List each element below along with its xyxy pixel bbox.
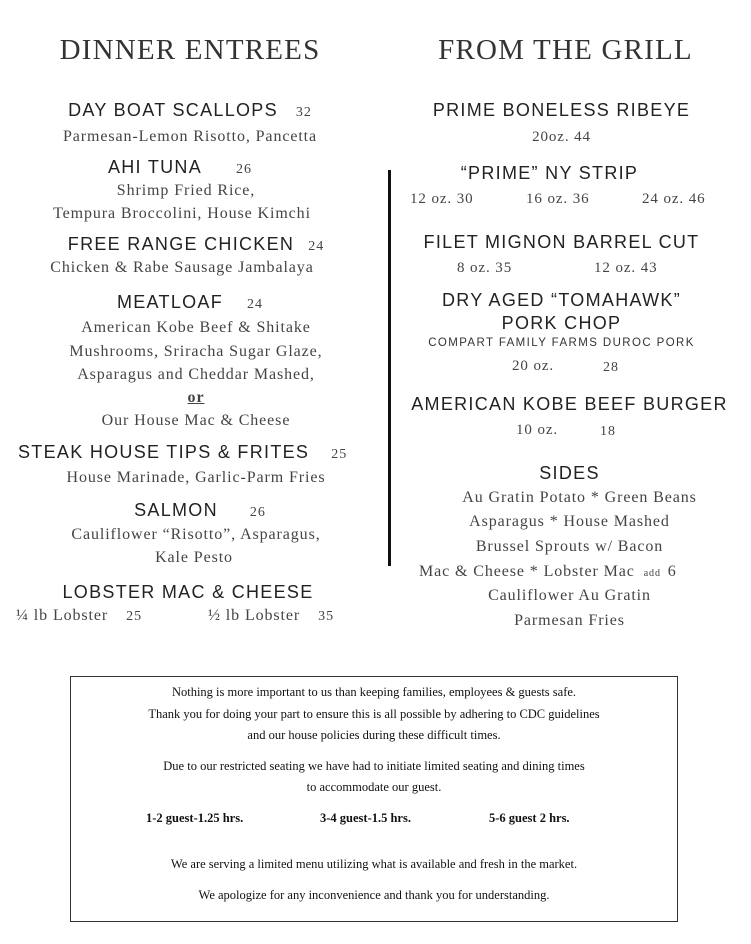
lobster-option	[208, 607, 334, 625]
item-description-or: or	[187, 389, 205, 406]
item-size: 24 oz. 46	[642, 191, 706, 207]
option-price: 35	[318, 609, 335, 624]
item-sizes: 20oz. 44	[532, 129, 591, 145]
item-description: Cauliflower “Risotto”, Asparagus,	[71, 526, 321, 543]
item-name: LOBSTER MAC & CHEESE	[62, 582, 314, 602]
add-price: 6	[667, 563, 677, 580]
notice-limited-menu: We are serving a limited menu utilizing what is available and fresh in the market.	[170, 857, 578, 871]
side-line: Cauliflower Au Gratin	[488, 587, 651, 604]
item-size: 20 oz.	[512, 358, 555, 374]
lobster-option	[16, 607, 142, 625]
side-text: Mac & Cheese * Lobster Mac	[419, 563, 635, 580]
notice-box	[70, 676, 678, 922]
item-price: 28	[603, 360, 619, 375]
item-size: 8 oz. 35	[457, 260, 513, 276]
item-description: Chicken & Rabe Sausage Jambalaya	[50, 259, 314, 276]
grill-item-tomahawk: DRY AGED “TOMAHAWK”	[441, 290, 682, 310]
item-price: 26	[236, 162, 253, 177]
column-divider	[388, 170, 391, 566]
item-name: STEAK HOUSE TIPS & FRITES	[18, 442, 310, 462]
grill-item-burger: AMERICAN KOBE BEEF BURGER	[411, 394, 728, 414]
menu-item-lobster-mac	[0, 582, 378, 603]
item-price: 25	[331, 447, 348, 462]
menu-item-scallops	[0, 100, 380, 121]
item-description: House Marinade, Garlic-Parm Fries	[66, 469, 326, 486]
item-size: 12 oz. 30	[410, 191, 474, 207]
menu-item-ahi-tuna	[0, 157, 370, 178]
item-price: 24	[247, 297, 264, 312]
item-subtitle: COMPART FAMILY FARMS DUROC PORK	[428, 337, 695, 349]
notice-line: to accommodate our guest.	[306, 780, 442, 794]
item-description: Our House Mac & Cheese	[101, 412, 291, 429]
item-description: Tempura Broccolini, House Kimchi	[53, 205, 311, 222]
side-line: Parmesan Fries	[514, 612, 625, 629]
item-size: 16 oz. 36	[526, 191, 590, 207]
sides-title: SIDES	[539, 463, 600, 483]
seating-time: 1-2 guest-1.25 hrs.	[146, 811, 244, 825]
item-price: 24	[308, 239, 325, 254]
side-line: Au Gratin Potato * Green Beans	[462, 489, 697, 506]
item-name: SALMON	[134, 500, 218, 520]
grill-item-ny-strip: “PRIME” NY STRIP	[460, 163, 639, 183]
menu-item-salmon	[10, 500, 390, 521]
seating-time: 5-6 guest 2 hrs.	[489, 811, 570, 825]
item-description: American Kobe Beef & Shitake	[81, 319, 311, 336]
item-name: DAY BOAT SCALLOPS	[68, 100, 278, 120]
option-label: ¼ lb Lobster	[16, 607, 109, 624]
notice-apology: We apologize for any inconvenience and thank you for understanding.	[198, 888, 550, 902]
from-the-grill-title: FROM THE GRILL	[438, 34, 693, 66]
notice-line: Thank you for doing your part to ensure this is all possible by adhering to CDC guidelines	[148, 707, 600, 721]
item-price: 26	[249, 505, 266, 520]
item-price: 18	[600, 424, 616, 439]
option-label: ½ lb Lobster	[208, 607, 301, 624]
item-name: MEATLOAF	[116, 292, 224, 312]
grill-item-filet: FILET MIGNON BARREL CUT	[423, 232, 700, 252]
item-description: Parmesan-Lemon Risotto, Pancetta	[62, 128, 318, 145]
notice-line: Nothing is more important to us than keeping families, employees & guests safe.	[171, 685, 577, 699]
menu-item-meatloaf	[0, 292, 380, 313]
item-description: Mushrooms, Sriracha Sugar Glaze,	[69, 343, 323, 360]
item-name: FREE RANGE CHICKEN	[67, 234, 295, 254]
item-description: Asparagus and Cheddar Mashed,	[77, 366, 315, 383]
grill-item-tomahawk-line2: PORK CHOP	[501, 313, 622, 333]
item-description: Shrimp Fried Rice,	[116, 182, 256, 199]
item-size: 12 oz. 43	[594, 260, 658, 276]
item-price: 32	[295, 105, 312, 120]
add-label: add	[643, 568, 661, 579]
item-size: 10 oz.	[516, 422, 559, 438]
option-price: 25	[126, 609, 143, 624]
item-name: AHI TUNA	[107, 157, 203, 177]
menu-item-steak-tips	[18, 442, 347, 463]
grill-item-ribeye: PRIME BONELESS RIBEYE	[432, 100, 691, 120]
notice-line: and our house policies during these difficult times.	[247, 728, 501, 742]
side-line: Asparagus * House Mashed	[469, 513, 670, 530]
notice-line: Due to our restricted seating we have had to initiate limited seating and dining times	[163, 759, 585, 773]
menu-item-chicken	[6, 234, 386, 255]
side-line-lobster	[419, 563, 677, 581]
dinner-entrees-title: DINNER ENTREES	[59, 34, 321, 66]
seating-time: 3-4 guest-1.5 hrs.	[320, 811, 411, 825]
item-description: Kale Pesto	[155, 549, 233, 566]
side-line: Brussel Sprouts w/ Bacon	[475, 538, 664, 555]
